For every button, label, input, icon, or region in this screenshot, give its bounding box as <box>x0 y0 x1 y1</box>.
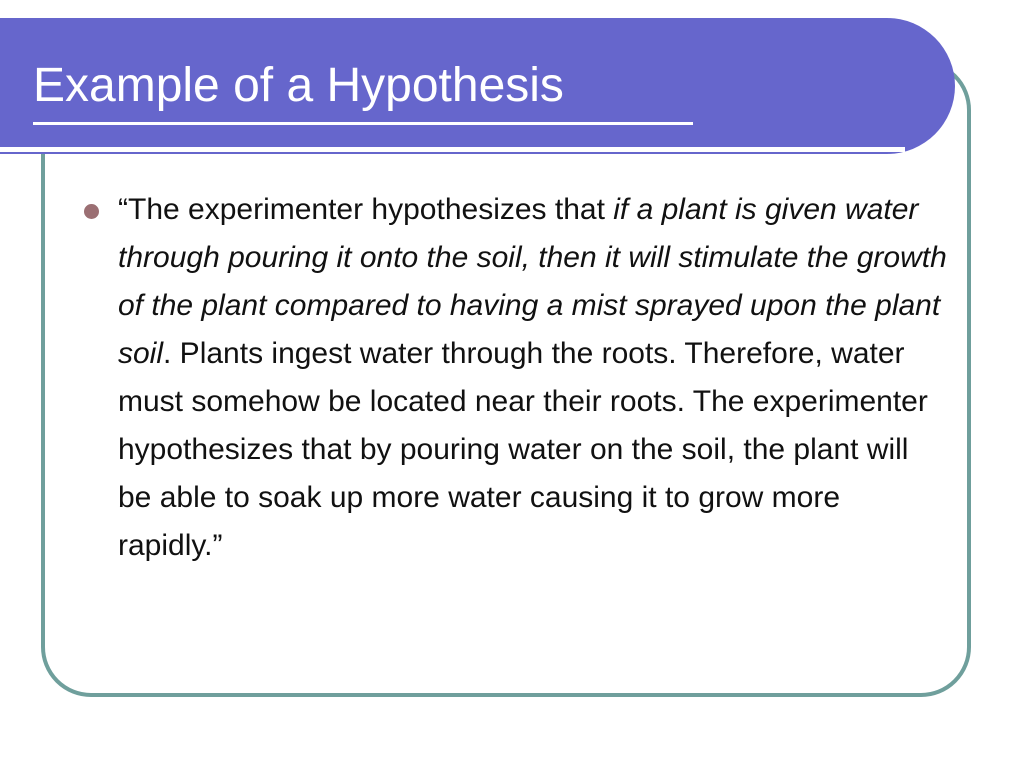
slide-title: Example of a Hypothesis <box>33 59 564 112</box>
title-divider <box>0 147 905 152</box>
title-band <box>0 18 955 154</box>
bullet-explanation: . Plants ingest water through the roots. Therefore, water must somehow be located near their roots. The experimenter hypothesizes that by pouring water on the soil, the plant will be able to soak up more water causing it to grow more rapidly.” <box>118 337 928 562</box>
bullet-hypothesis: if a plant is given water through pouring it onto the soil, then it will stimulate the growth of the plant compared to having a mist sprayed upon the plant soil <box>118 193 947 370</box>
title-underline <box>33 122 693 125</box>
bullet-icon <box>84 204 99 219</box>
bullet-text <box>118 186 948 570</box>
bullet-intro: “The experimenter hypothesizes that <box>118 193 614 226</box>
